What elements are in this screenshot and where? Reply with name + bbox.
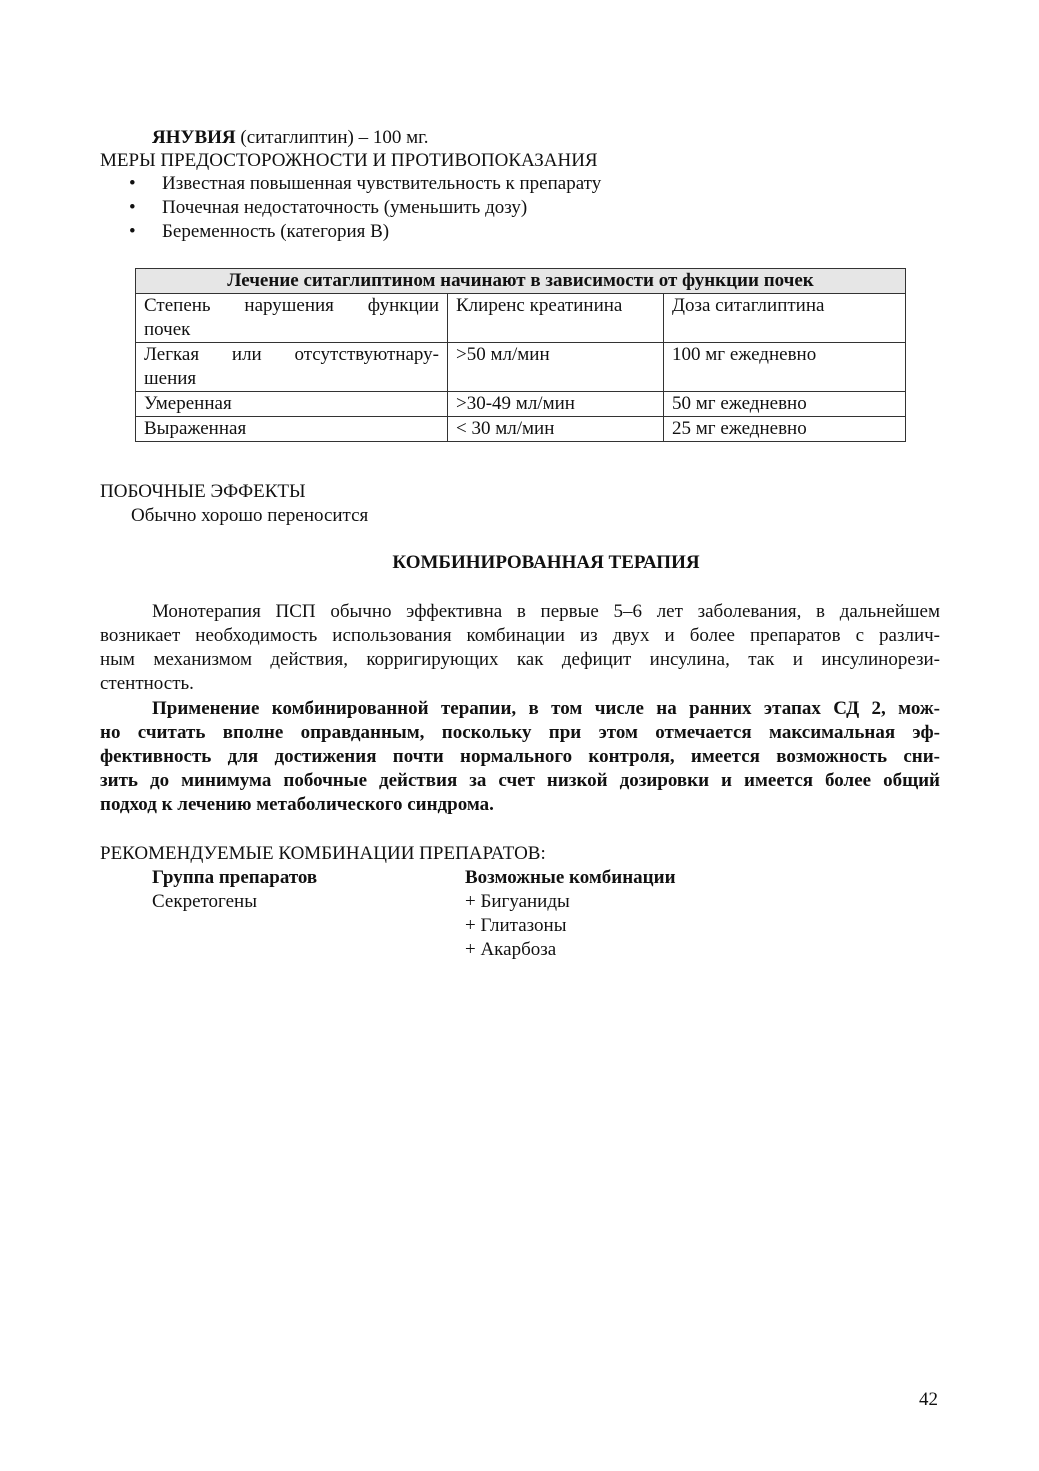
bullet-icon: •: [129, 221, 136, 242]
table-cell-impairment: Выраженная: [136, 417, 448, 442]
bullet-icon: •: [129, 197, 136, 218]
table-cell-clearance: >30-49 мл/мин: [448, 392, 664, 417]
group-column-header: Группа препаратов: [152, 867, 318, 888]
table-cell-clearance: >50 мл/мин: [448, 343, 664, 392]
column-header-impairment: Степень нарушения функции почек: [136, 294, 448, 343]
paragraph-line: Применение комбинированной терапии, в том числе на ранних этапах СД 2, мож-: [152, 698, 940, 719]
bullet-icon: •: [129, 173, 136, 194]
table-title: Лечение ситаглиптином начинают в зависимости от функции почек: [136, 269, 906, 294]
table-row: [136, 417, 906, 442]
column-header-dose: Доза ситаглиптина: [664, 294, 906, 343]
precautions-heading: МЕРЫ ПРЕДОСТОРОЖНОСТИ И ПРОТИВОПОКАЗАНИЯ: [100, 150, 598, 171]
paragraph-line: Монотерапия ПСП обычно эффективна в первые 5–6 лет заболевания, в дальнейшем: [152, 601, 940, 622]
combination-item: + Бигуаниды: [465, 891, 570, 912]
combo-paragraph-1: [100, 600, 940, 696]
table-title-row: [136, 269, 906, 294]
paragraph-line: ным механизмом действия, корригирующих как дефицит инсулина, так и инсулинорези-: [100, 649, 940, 670]
table-cell-dose: 25 мг ежедневно: [664, 417, 906, 442]
column-header-clearance: Клиренс креатинина: [448, 294, 664, 343]
drug-name: ЯНУВИЯ: [152, 127, 236, 148]
paragraph-line: фективность для достижения почти нормального контроля, имеется возможность сни-: [100, 746, 940, 767]
paragraph-line: стентность.: [100, 673, 194, 694]
combinations-column-header: Возможные комбинации: [465, 867, 676, 888]
list-item-text: Известная повышенная чувствительность к препарату: [162, 173, 602, 194]
table-row: [136, 343, 906, 392]
drug-description: (ситаглиптин) – 100 мг.: [235, 127, 429, 148]
list-item: [100, 220, 920, 244]
section-title: КОМБИНИРОВАННАЯ ТЕРАПИЯ: [392, 552, 700, 573]
paragraph-line: зить до минимума побочные действия за счет низкой дозировки и имеется более общий: [100, 770, 940, 791]
table-row: [136, 392, 906, 417]
side-effects-text: Обычно хорошо переносится: [131, 505, 369, 526]
recommended-heading: РЕКОМЕНДУЕМЫЕ КОМБИНАЦИИ ПРЕПАРАТОВ:: [100, 843, 546, 864]
side-effects-heading: ПОБОЧНЫЕ ЭФФЕКТЫ: [100, 481, 306, 502]
table-cell-impairment: Умеренная: [136, 392, 448, 417]
list-item: [100, 196, 920, 220]
paragraph-line: подход к лечению метаболического синдрома.: [100, 794, 494, 815]
list-item: [100, 172, 920, 196]
drug-group: Секретогены: [152, 891, 257, 912]
list-item-text: Беременность (категория В): [162, 221, 390, 242]
precautions-list: [100, 172, 920, 244]
combination-item: + Глитазоны: [465, 915, 567, 936]
drug-line: [152, 126, 429, 150]
combination-item: + Акарбоза: [465, 939, 557, 960]
list-item-text: Почечная недостаточность (уменьшить дозу): [162, 197, 528, 218]
paragraph-line: возникает необходимость использования комбинации из двух и более препаратов с различ-: [100, 625, 940, 646]
table-cell-dose: 50 мг ежедневно: [664, 392, 906, 417]
paragraph-line: но считать вполне оправданным, поскольку при этом отмечается максимальная эф-: [100, 722, 940, 743]
table-cell-impairment: Легкая или отсутствуютнару- шения: [136, 343, 448, 392]
combo-paragraph-2: [100, 697, 940, 817]
table-header-row: [136, 294, 906, 343]
table-cell-clearance: < 30 мл/мин: [448, 417, 664, 442]
table-cell-dose: 100 мг ежедневно: [664, 343, 906, 392]
renal-dosing-table: [135, 268, 906, 442]
page-number: 42: [919, 1389, 938, 1410]
